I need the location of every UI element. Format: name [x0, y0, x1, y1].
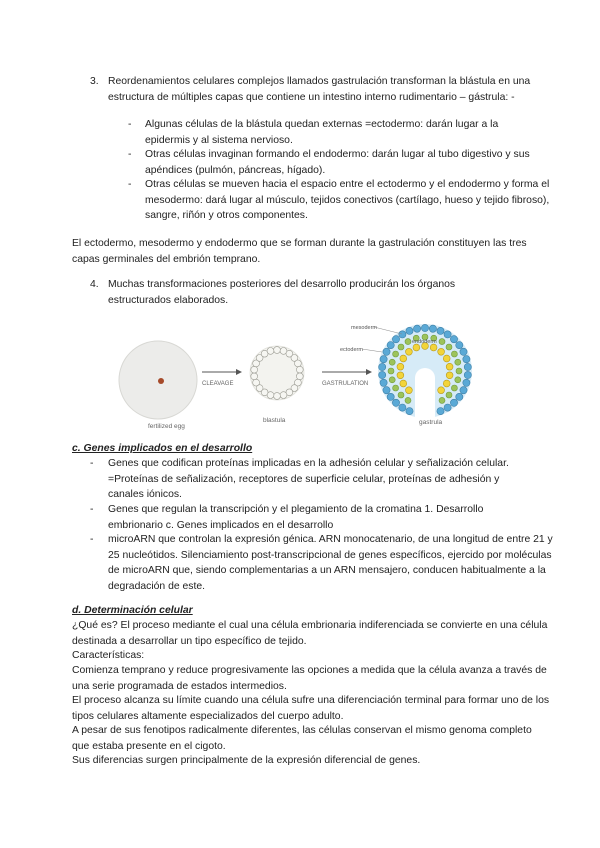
cell-dot	[387, 393, 394, 400]
cell-dot	[450, 336, 457, 343]
cell-dot	[463, 379, 470, 386]
gastrulation-bullet-endoderm: Otras células invaginan formando el endodermo: darán lugar al tubo digestivo y sus apéndices (pulmón, páncreas, hígado).	[145, 149, 530, 176]
paragraph-terminal-differentiation: El proceso alcanza su límite cuando una célula sufre una diferenciación terminal para formar uno de los tipos celulares altamente especializados del cuerpo adulto.	[72, 695, 550, 722]
cell-dot	[414, 325, 421, 332]
arrowhead	[236, 369, 242, 375]
cell-dot	[296, 373, 303, 380]
cell-dot	[397, 372, 404, 379]
label-endoderm: endoderm	[412, 339, 437, 345]
cell-dot	[400, 355, 407, 362]
cell-dot	[446, 344, 452, 350]
cell-dot	[405, 339, 411, 345]
bullet-dash: -	[90, 458, 94, 469]
paragraph-starts-early: Comienza temprano y reduce progresivamente las opciones a medida que la célula avanza a través de una serie programada de estados intermedios.	[72, 665, 547, 692]
label-mesoderm: mesoderm	[351, 325, 377, 331]
cell-dot	[443, 355, 450, 362]
cell-dot	[421, 324, 428, 331]
item-4-text: Muchas transformaciones posteriores del desarrollo producirán los órganos estructurados elaborados.	[108, 279, 456, 306]
cell-dot	[444, 331, 451, 338]
cell-dot	[455, 377, 461, 383]
cell-dot	[446, 392, 452, 398]
cell-dot	[399, 331, 406, 338]
cell-dot	[413, 344, 420, 351]
cell-dot	[405, 397, 411, 403]
cell-dot	[443, 380, 450, 387]
cell-dot	[267, 348, 274, 355]
cell-dot	[251, 366, 258, 373]
cell-dot	[400, 380, 407, 387]
item-3-text: Reordenamientos celulares complejos llamados gastrulación transforman la blástula en una estructura de múltiples capas que contiene un intestino interno rudimentario – gástrula: -	[108, 76, 531, 103]
cell-dot	[446, 363, 453, 370]
cell-dot	[295, 360, 302, 367]
genes-bullet-adhesion: Genes que codifican proteínas implicadas en la adhesión celular y señalización celular. =Proteínas de señalización, receptores de superficie celular, proteínas de adhesión y canales iónicos.	[108, 458, 509, 501]
egg-nucleus	[158, 378, 164, 384]
cell-dot	[251, 373, 258, 380]
cell-dot	[379, 363, 386, 370]
cell-dot	[380, 379, 387, 386]
cell-dot	[456, 342, 463, 349]
cell-dot	[439, 339, 445, 345]
cell-dot	[388, 368, 394, 374]
label-gastrulation: GASTRULATION	[322, 381, 369, 387]
development-stages-figure	[110, 318, 500, 436]
cell-dot	[450, 399, 457, 406]
gastrulation-bullet-ectoderm: Algunas células de la blástula quedan externas =ectodermo: darán lugar a la epidermis y al sistema nervioso.	[145, 119, 499, 146]
section-d-heading: d. Determinación celular	[72, 605, 193, 616]
cell-dot	[444, 404, 451, 411]
gastrulation-bullet-mesoderm: Otras células se mueven hacia el espacio entre el ectodermo y el endodermo y forma el mesodermo: dará lugar al músculo, tejidos conectivos (cartílago, hueso y tejido fibroso), sangre, riñón y otros componentes.	[145, 179, 550, 222]
cell-dot	[460, 348, 467, 355]
paragraph-differential-expression: Sus diferencias surgen principalmente de la expresión diferencial de genes.	[72, 755, 421, 766]
cell-dot	[456, 368, 462, 374]
fertilized-egg-illustration	[119, 341, 197, 419]
cell-dot	[393, 385, 399, 391]
genes-bullet-microarn: microARN que controlan la expresión génica. ARN monocatenario, de una longitud de entre 21 y 25 nucleótidos. Silenciamiento post-transcripcional de genes específicos, ejercido por moléculas de microARN que, siendo complementarias a un ARN mensajero, conducen habitualmente a la degradación de este.	[108, 534, 553, 592]
genes-bullet-transcription: Genes que regulan la transcripción y el plegamiento de la cromatina 1. Desarrollo embrionario c. Genes implicados en el desarrollo	[108, 504, 484, 531]
label-ectoderm: ectoderm	[340, 347, 363, 353]
cell-dot	[451, 385, 457, 391]
cell-dot	[389, 377, 395, 383]
cell-dot	[456, 393, 463, 400]
cell-dot	[406, 387, 413, 394]
cell-dot	[296, 366, 303, 373]
cell-dot	[460, 387, 467, 394]
cell-dot	[398, 392, 404, 398]
cell-dot	[274, 393, 281, 400]
cell-dot	[406, 348, 413, 355]
cell-dot	[274, 347, 281, 354]
cell-dot	[398, 344, 404, 350]
cell-dot	[380, 356, 387, 363]
cell-dot	[392, 399, 399, 406]
germ-layers-paragraph: El ectodermo, mesodermo y endodermo que se forman durante la gastrulación constituyen las tres capas germinales del embrión temprano.	[72, 238, 527, 265]
arrowhead	[366, 369, 372, 375]
paragraph-characteristics: Características:	[72, 650, 145, 661]
cell-dot	[387, 342, 394, 349]
paragraph-what-is: ¿Qué es? El proceso mediante el cual una célula embrionaria indiferenciada se convierte en una célula destinada a desarrollar un tipo específico de tejido.	[72, 620, 548, 647]
cell-dot	[393, 351, 399, 357]
cell-dot	[455, 359, 461, 365]
bullet-dash: -	[90, 534, 94, 545]
bullet-dash: -	[128, 119, 132, 130]
cell-dot	[379, 371, 386, 378]
cell-dot	[392, 336, 399, 343]
cell-dot	[464, 363, 471, 370]
cell-dot	[429, 325, 436, 332]
cell-dot	[446, 372, 453, 379]
cell-dot	[406, 408, 413, 415]
label-cleavage: CLEAVAGE	[202, 381, 234, 387]
bullet-dash: -	[128, 149, 132, 160]
list-number-3: 3.	[90, 76, 99, 87]
cell-dot	[383, 387, 390, 394]
cell-dot	[464, 371, 471, 378]
cell-dot	[451, 351, 457, 357]
cell-dot	[253, 379, 260, 386]
label-gastrula: gastrula	[419, 419, 443, 426]
cell-dot	[439, 397, 445, 403]
label-blastula: blastula	[263, 417, 286, 424]
blastula-illustration	[250, 346, 304, 400]
cell-dot	[280, 392, 287, 399]
cell-dot	[399, 404, 406, 411]
cell-dot	[406, 327, 413, 334]
cell-dot	[463, 356, 470, 363]
bullet-dash: -	[90, 504, 94, 515]
cell-dot	[438, 348, 445, 355]
cell-dot	[389, 359, 395, 365]
cell-dot	[383, 348, 390, 355]
cell-dot	[438, 387, 445, 394]
cell-dot	[397, 363, 404, 370]
cell-dot	[430, 344, 437, 351]
paragraph-same-genome: A pesar de sus fenotipos radicalmente diferentes, las células conservan el mismo genoma completo que estaba presente en el cigoto.	[72, 725, 532, 752]
cell-dot	[437, 327, 444, 334]
bullet-dash: -	[128, 179, 132, 190]
label-fertilized-egg: fertilized egg	[148, 423, 185, 430]
cell-dot	[437, 408, 444, 415]
list-number-4: 4.	[90, 279, 99, 290]
section-c-heading: c. Genes implicados en el desarrollo	[72, 443, 253, 454]
